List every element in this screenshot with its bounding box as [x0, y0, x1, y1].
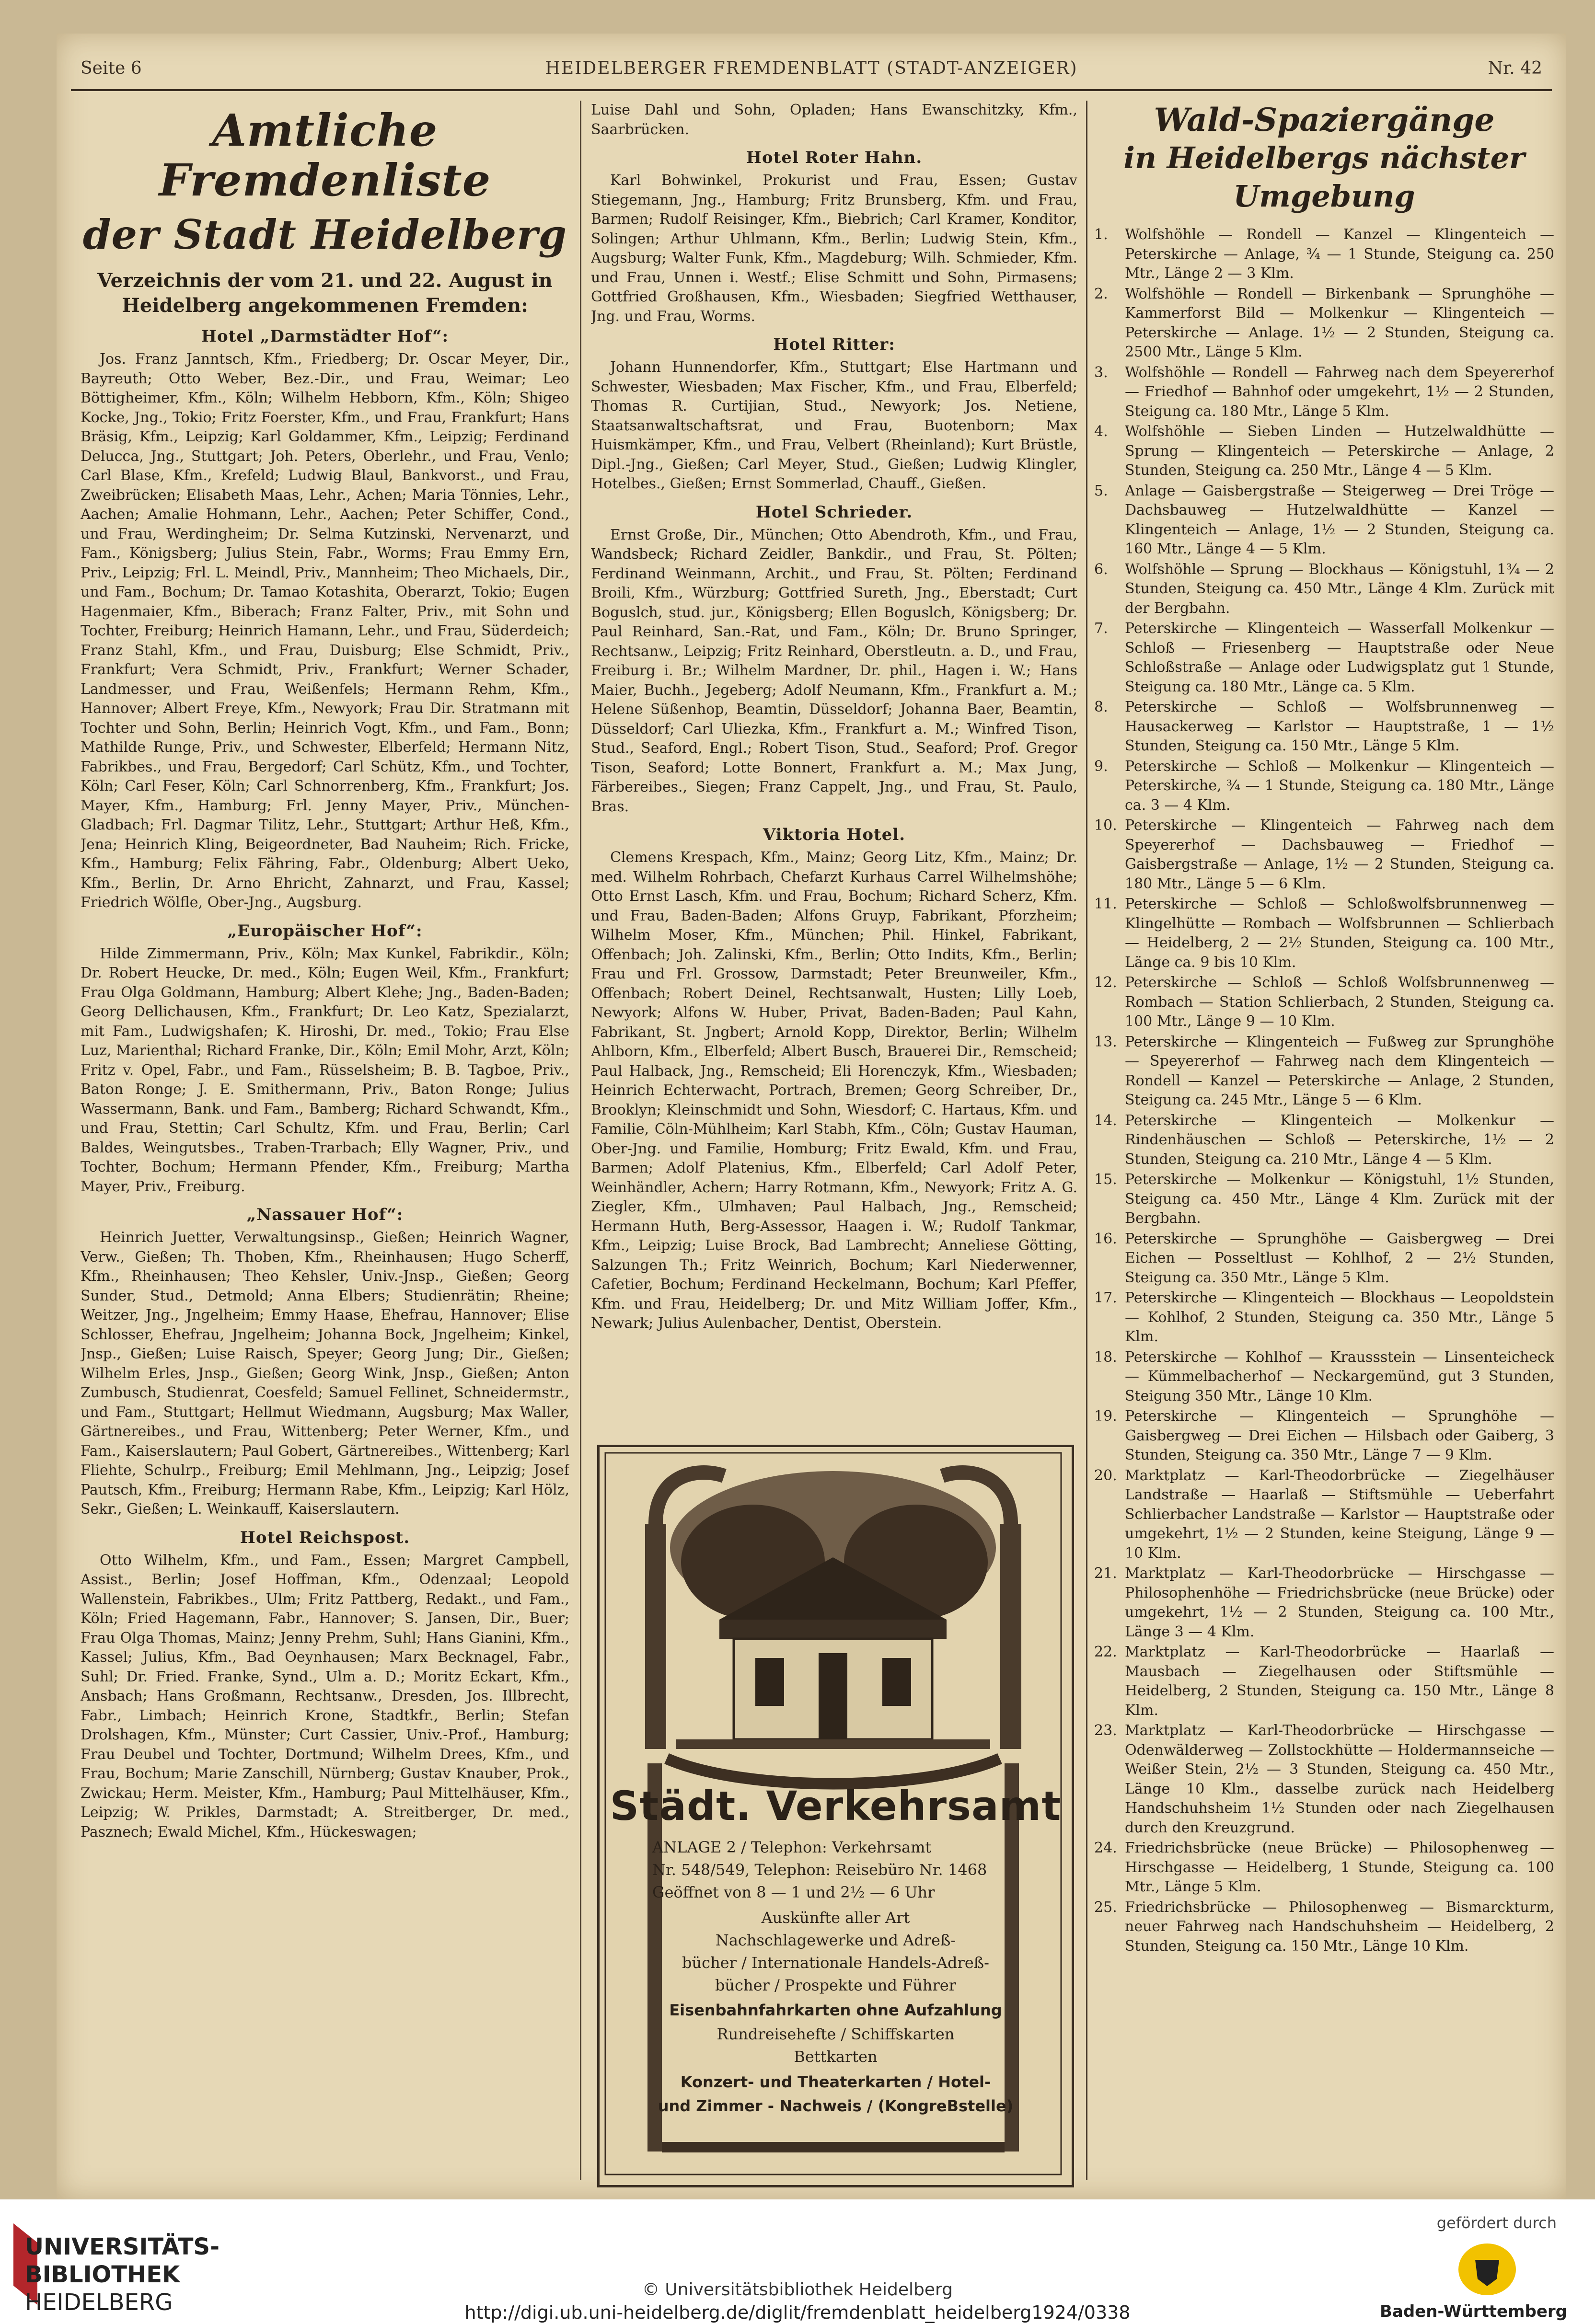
walk-number: 12. [1094, 974, 1117, 991]
walk-description: Peterskirche — Molkenkur — Königstuhl, 1½ Stunden, Steigung ca. 450 Mtr., Länge 4 Klm. Zurück mit der Bergbahn. [1125, 1171, 1554, 1227]
walk-description: Peterskirche — Sprunghöhe — Gaisbergweg — Drei Eichen — Posseltlust — Kohlhof, 2 — 2½ Stunden, Steigung ca. 350 Mtr., Länge 5 Klm. [1125, 1230, 1554, 1286]
newspaper-title: HEIDELBERGER FREMDENBLATT (STADT-ANZEIGER) [545, 58, 1078, 78]
header-rule [71, 89, 1552, 91]
ad-phone: Nr. 548/549, Telephon: Reisebüro Nr. 1468 [652, 1861, 987, 1879]
walk-description: Peterskirche — Klingenteich — Fußweg zur Sprunghöhe — Speyererhof — Fahrweg nach dem Klingenteich — Rondell — Kanzel — Peterskirche — Anlage, 2 Stunden, Steigung ca. 245 Mtr., Länge 5 — 6 Klm. [1125, 1033, 1554, 1108]
hotel-heading: „Nassauer Hof“: [246, 1205, 404, 1224]
walk-number: 8. [1094, 699, 1108, 715]
walk-description: Peterskirche — Schloß — Schloß Wolfsbrunnenweg — Rombach — Station Schlierbach, 2 Stunden, Steigung ca. 100 Mtr., Länge 9 — 10 Klm. [1125, 974, 1554, 1030]
ad-concert: Konzert- und Theaterkarten / Hotel- [680, 2073, 991, 2091]
walk-item [1094, 619, 1554, 697]
hotel-heading: „Europäischer Hof“: [227, 921, 423, 941]
logo-line: HEIDELBERG [25, 2289, 173, 2316]
ad-info: Rundreisehefte / Schiffskarten [717, 2025, 955, 2043]
ad-tickets: Eisenbahnfahrkarten ohne Aufzahlung [669, 2001, 1002, 2019]
walk-description: Peterskirche — Klingenteich — Fahrweg nach dem Speyererhof — Dachsbauweg — Friedhof — Gaisbergstraße — Anlage, 1½ — 2 Stunden, Steigung ca. 180 Mtr., Länge 5 — 6 Klm. [1125, 817, 1554, 892]
hotel-heading: Hotel Schrieder. [755, 502, 913, 522]
guest-paragraph: Karl Bohwinkel, Prokurist und Frau, Essen; Gustav Stiegemann, Jng., Hamburg; Fritz Brunsberg, Kfm. und Frau, Barmen; Rudolf Reisinger, Kfm., Biebrich; Carl Kramer, Konditor, Solingen; Arthur Uhlmann, Kfm., Berlin; Ludwig Stein, Kfm., Augsburg; Walter Funk, Kfm., Magdeburg; Wilh. Schmieder, Kfm. und Frau, Unnen i. Westf.; Elise Schmitt und Sohn, Pirmasens; Gottfried Großhausen, Kfm., Wiesbaden; Siegfried Wetthauser, Jng. und Frau, Worms. [591, 172, 1077, 325]
walk-description: Wolfshöhle — Sprung — Blockhaus — Königstuhl, 1¾ — 2 Stunden, Steigung ca. 450 Mtr., Länge 4 Klm. Zurück mit der Bergbahn. [1125, 561, 1554, 617]
walk-number: 1. [1094, 226, 1108, 243]
walk-description: Peterskirche — Schloß — Schloßwolfsbrunnenweg — Klingelhütte — Rombach — Wolfsbrunnen — Schlierbach — Heidelberg, 2 — 2½ Stunden, Steigung ca. 100 Mtr., Länge ca. 9 bis 10 Klm. [1125, 896, 1554, 971]
running-header [71, 58, 1552, 87]
guest-paragraph: Johann Hunnendorfer, Kfm., Stuttgart; Else Hartmann und Schwester, Wiesbaden; Max Fischer, Kfm., und Frau, Elberfeld; Thomas R. Curtijian, Stud., Newyork; Jos. Netiene, Staatsanwaltschaftsrat, und Frau, Buotenborn; Max Huismkämper, Kfm., und Frau, Velbert (Rheinland); Kurt Brüstle, Dipl.-Jng., Gießen; Carl Meyer, Stud., Gießen; Ludwig Klingler, Hotelbes., Gießen; Ernst Sommerlad, Chauff., Gießen. [591, 359, 1077, 492]
ad-address: ANLAGE 2 / Telephon: Verkehrsamt [652, 1838, 932, 1856]
library-footer [0, 2199, 1595, 2324]
walks-list [1094, 225, 1554, 1956]
coat-of-arms-icon [1456, 2241, 1518, 2298]
walk-number: 24. [1094, 1840, 1117, 1856]
walk-description: Peterskirche — Klingenteich — Blockhaus — Leopoldstein — Kohlhof, 2 Stunden, Steigung ca. 350 Mtr., Länge 5 Klm. [1125, 1289, 1554, 1345]
walk-description: Marktplatz — Karl-Theodorbrücke — Hirschgasse — Philosophenhöhe — Friedrichsbrücke (neue Brücke) oder umgekehrt, 1½ — 2 Stunden, Steigung ca. 100 Mtr., Länge 3 — 4 Klm. [1125, 1565, 1554, 1640]
walk-number: 17. [1094, 1289, 1117, 1306]
walk-description: Friedrichsbrücke — Philosophenweg — Bismarckturm, neuer Fahrweg nach Handschuhsheim — Heidelberg, 2 Stunden, Steigung ca. 150 Mtr., Länge 10 Klm. [1125, 1898, 1554, 1955]
walk-number: 4. [1094, 423, 1108, 440]
walk-description: Wolfshöhle — Sieben Linden — Hutzelwaldhütte — Sprung — Klingenteich — Peterskirche — Anlage, 2 Stunden, Steigung ca. 250 Mtr., Länge 4 — 5 Klm. [1125, 423, 1554, 479]
hotel-heading: Hotel „Darmstädter Hof“: [201, 327, 449, 346]
guest-list-column [81, 101, 569, 2185]
ad-info: bücher / Prospekte und Führer [715, 1976, 957, 1994]
guest-paragraph: Otto Wilhelm, Kfm., und Fam., Essen; Margret Campbell, Assist., Berlin; Josef Hoffman, Kfm., Odenzaal; Leopold Wallenstein, Fabrikbes., Ulm; Fritz Pattberg, Redakt., und Fam., Köln; Fried Hagemann, Fabr., Hannover; S. Jansen, Dir., Buer; Frau Olga Thomas, Mainz; Jenny Prehm, Suhl; Hans Gianini, Kfm., Kassel; Julius, Kfm., Bad Oeynhausen; Marx Becknagel, Fabr., Suhl; Dr. Fried. Franke, Synd., Ulm a. D.; Moritz Eckart, Kfm., Ansbach; Hans Großmann, Rechtsanw., Dresden, Jos. Illbrecht, Fabr., Limbach; Heinrich Krone, Stadtkfr., Berlin; Stefan Drolshagen, Kfm., Münster; Curt Cassier, Univ.-Prof., Hamburg; Frau Deubel und Tochter, Dortmund; Wilhelm Drees, Kfm., und Frau, Bochum; Marie Zanschill, Nürnberg; Gustav Knauber, Prok., Zwickau; Herm. Meister, Kfm., Hamburg; Paul Mittelhäuser, Kfm., Leipzig; W. Prikles, Darmstadt; A. Streitberger, Dr. med., Pasznech; Ewald Michel, Kfm., Hückeswagen; [81, 1552, 569, 1841]
hotel-heading: Viktoria Hotel. [763, 825, 906, 844]
guest-list-title-2: der Stadt Heidelberg [82, 211, 567, 258]
walk-description: Wolfshöhle — Rondell — Birkenbank — Sprunghöhe — Kammerforst Bild — Molkenkur — Klingenteich — Peterskirche — Anlage. 1½ — 2 Stunden, Steigung ca. 2500 Mtr., Länge 5 Klm. [1125, 285, 1554, 360]
walk-number: 11. [1094, 896, 1117, 912]
walks-title: Wald-Spaziergänge [1154, 101, 1495, 138]
walk-number: 5. [1094, 482, 1108, 499]
guest-paragraph: Luise Dahl und Sohn, Opladen; Hans Ewanschitzky, Kfm., Saarbrücken. [591, 102, 1077, 138]
guest-paragraph: Ernst Große, Dir., München; Otto Abendroth, Kfm., und Frau, Wandsbeck; Richard Zeidler, Bankdir., und Frau, St. Pölten; Ferdinand Weinmann, Archit., und Frau, St. Pölten; Ferdinand Broili, Kfm., Würzburg; Gottfried Sureth, Jng., Eberstadt; Curt Boguslch, stud. jur., Königsberg; Ellen Boguslch, Königsberg; Dr. Paul Reinhard, San.-Rat, und Fam., Köln; Dr. Bruno Springer, Rechtsanw., Leipzig; Fritz Reinhard, Oberstleutn. a. D., und Frau, Freiburg i. Br.; Wilhelm Mardner, Dr. phil., Hagen i. W.; Hans Maier, Buchh., Jegeberg; Adolf Neumann, Kfm., Frankfurt a. M.; Helene Süßenhop, Beamtin, Düsseldorf; Johanna Baer, Beamtin, Düsseldorf; Carl Uliezka, Kfm., Frankfurt a. M.; Winfred Tison, Stud., Seaford, Engl.; Robert Tison, Stud., Seaford; Prof. Gregor Tison, Seaford; Lotte Bonnert, Frankfurt a. M.; Max Jung, Färbereibes., Siegen; Franz Cappelt, Jng., und Frau, St. Paulo, Bras. [591, 526, 1077, 815]
guest-list-subtitle: Verzeichnis der vom 21. und 22. August in Heidelberg angekommenen Fremden: [97, 269, 553, 317]
walk-description: Marktplatz — Karl-Theodorbrücke — Hirschgasse — Odenwälderweg — Zollstockhütte — Holdermannseiche — Weißer Stein, 2½ — 3 Stunden, Steigung ca. 450 Mtr., Länge 10 Klm., dasselbe zurück nach Heidelberg Handschuhsheim 1½ Stunden oder nach Ziegelhausen durch den Kreuzgrund. [1125, 1722, 1554, 1836]
garland-swag [667, 1759, 1000, 1784]
walk-number: 23. [1094, 1722, 1117, 1739]
walk-item [1094, 1033, 1554, 1110]
ad-info: bücher / Internationale Handels-Adreß- [682, 1954, 989, 1972]
walk-item [1094, 482, 1554, 559]
walk-description: Wolfshöhle — Rondell — Fahrweg nach dem Speyererhof — Friedhof — Bahnhof oder umgekehrt, 1½ — 2 Stunden, Steigung ca. 180 Mtr., Länge 5 Klm. [1125, 364, 1554, 420]
guest-paragraph: Jos. Franz Janntsch, Kfm., Friedberg; Dr. Oscar Meyer, Dir., Bayreuth; Otto Weber, Bez.-Dir., und Frau, Weimar; Leo Böttigheimer, Kfm., Köln; Wilhelm Hebborn, Kfm., Köln; Shigeo Kocke, Jng., Tokio; Fritz Foerster, Kfm., und Frau, Frankfurt; Hans Bräsig, Kfm., Leipzig; Karl Goldammer, Kfm., Leipzig; Ferdinand Delucca, Jng., Stuttgart; Joh. Peters, Oberlehr., und Frau, Venlo; Carl Blase, Kfm., Krefeld; Ludwig Blaul, Bankvorst., und Frau, Zweibrücken; Elisabeth Maas, Lehr., Achen; Maria Tönnies, Lehr., Aachen; Amalie Hohmann, Lehr., Aachen; Peter Schiffer, Cond., und Frau, Werdingheim; Dr. Selma Kutzinski, Nervenarzt, und Fam., Königsberg; Julius Stein, Fabr., Worms; Frau Emmy Ern, Priv., Leipzig; Frl. L. Meindl, Priv., Mannheim; Theo Michaels, Dir., und Fam., Bochum; Dr. Tamao Kotashita, Oberarzt, Tokio; Eugen Hagenmaier, Kfm., Biberach; Franz Falter, Priv., mit Sohn und Tochter, Freiburg; Heinrich Hamann, Lehr., und Frau, Süderdeich; Franz Stahl, Kfm., und Frau, Duisburg; Else Schmidt, Priv., Frankfurt; Vera Schmidt, Priv., Frankfurt; Werner Schader, Landmesser, und Frau, Weißenfels; Hermann Rehm, Kfm., Hannover; Albert Freye, Kfm., Newyork; Frau Dir. Stratmann mit Tochter und Sohn, Berlin; Heinrich Vogt, Kfm., und Fam., Bonn; Mathilde Runge, Priv., und Schwester, Elberfeld; Hermann Nitz, Fabrikbes., und Frau, Bergedorf; Carl Schütz, Kfm., und Tochter, Köln; Carl Feser, Köln; Carl Schnorrenberg, Kfm., Frankfurt; Jos. Mayer, Kfm., Hamburg; Frl. Jenny Mayer, Priv., München-Gladbach; Frl. Dagmar Tilitz, Lehr., Stuttgart; Arthur Heß, Kfm., Jena; Heinrich Kling, Beigeordneter, Bad Nauheim; Rich. Fricke, Kfm., Hamburg; Felix Fähring, Fabr., Oldenburg; Albert Ueko, Kfm., Berlin, Dr. Arno Ehricht, Zahnarzt, und Frau, Kassel; Friedrich Wölfle, Ober-Jng., Augsburg. [81, 351, 569, 911]
walk-description: Peterskirche — Kohlhof — Kraussstein — Linsenteicheck — Kümmelbacherhof — Neckargemünd, gut 3 Stunden, Steigung 350 Mtr., Länge 10 Klm. [1125, 1348, 1554, 1404]
ad-rooms: und Zimmer - Nachweis / (KongreBstelle) [658, 2097, 1014, 2115]
walk-item [1094, 973, 1554, 1032]
walk-item [1094, 1643, 1554, 1720]
walk-description: Wolfshöhle — Rondell — Kanzel — Klingenteich — Peterskirche — Anlage, ¾ — 1 Stunde, Steigung ca. 250 Mtr., Länge 2 — 3 Klm. [1125, 226, 1554, 282]
walk-number: 16. [1094, 1230, 1117, 1247]
walk-number: 2. [1094, 285, 1108, 302]
hotel-heading: Hotel Reichspost. [240, 1528, 410, 1547]
walk-number: 6. [1094, 561, 1108, 578]
sponsor-name: Baden-Württemberg [1379, 2302, 1567, 2321]
walk-item [1094, 1289, 1554, 1347]
walk-item [1094, 757, 1554, 816]
walk-number: 14. [1094, 1112, 1117, 1129]
walk-description: Peterskirche — Klingenteich — Molkenkur — Rindenhäuschen — Schloß — Peterskirche, 1½ — 2 Stunden, Steigung ca. 210 Mtr., Länge 4 — 5 Klm. [1125, 1112, 1554, 1168]
walk-item [1094, 1564, 1554, 1642]
walk-item [1094, 1348, 1554, 1406]
verkehrsamt-advertisement [597, 1445, 1074, 2187]
walk-number: 20. [1094, 1467, 1117, 1484]
left-garland-column [645, 1524, 666, 1749]
walks-column [1094, 101, 1554, 2185]
walk-number: 13. [1094, 1033, 1117, 1050]
walk-number: 22. [1094, 1644, 1117, 1660]
walk-item [1094, 816, 1554, 894]
walk-item [1094, 1407, 1554, 1465]
newspaper-page [57, 34, 1566, 2199]
column-divider [1086, 101, 1087, 2180]
column-divider [580, 101, 581, 2180]
walk-description: Marktplatz — Karl-Theodorbrücke — Ziegelhäuser Landstraße — Haarlaß — Stiftsmühle — Ueberfahrt Schlierbacher Landstraße — Karlstor — Hauptstraße oder umgekehrt, 1½ — 2 Stunden, keine Steigung, Länge 9 — 10 Klm. [1125, 1467, 1554, 1562]
walk-item [1094, 698, 1554, 756]
walk-item [1094, 560, 1554, 619]
walk-number: 3. [1094, 364, 1108, 381]
walk-description: Peterskirche — Schloß — Wolfsbrunnenweg — Hausackerweg — Karlstor — Hauptstraße, 1 — 1½ Stunden, Steigung ca. 150 Mtr., Länge 5 Klm. [1125, 699, 1554, 754]
right-garland-column [1000, 1524, 1021, 1749]
logo-line: BIBLIOTHEK [25, 2261, 180, 2288]
source-url-link[interactable]: http://digi.ub.uni-heidelberg.de/diglit/fremdenblatt_heidelberg1924/0338 [464, 2302, 1131, 2323]
walk-number: 19. [1094, 1408, 1117, 1425]
guest-paragraph: Heinrich Juetter, Verwaltungsinsp., Gießen; Heinrich Wagner, Verw., Gießen; Th. Thoben, Kfm., Rheinhausen; Hugo Scherff, Kfm., Rheinhausen; Theo Kehsler, Univ.-Jnsp., Gießen; Georg Sunder, Stud., Detmold; Anna Elbers; Studienrätin; Rheine; Weitzer, Jng., Jngelheim; Emmy Haase, Ehefrau, Hannover; Elise Schlosser, Ehefrau, Jngelheim; Johanna Bock, Jngelheim; Kinkel, Jnsp., Gießen; Luise Raisch, Speyer; Georg Jung; Dir., Gießen; Wilhelm Erles, Jnsp., Gießen; Georg Wink, Jnsp., Gießen; Anton Zumbusch, Studienrat, Coesfeld; Samuel Fellinet, Schneidermstr., und Fam., Stuttgart; Hellmut Wiedmann, Augsburg; Max Waller, Gärtnereibes., und Frau, Wittenberg; Peter Werner, Kfm., und Fam., Kaiserslautern; Paul Gobert, Gärtnereibes., Wittenberg; Karl Fliehte, Schulrp., Freiburg; Emil Mehlmann, Jng., Leipzig; Josef Pautsch, Kfm., Freiburg; Hermann Rabe, Kfm., Leipzig; Karl Hölz, Sekr., Gießen; L. Weinkauff, Kaiserslautern. [81, 1229, 569, 1518]
ad-info: Auskünfte aller Art [761, 1909, 910, 1927]
walk-number: 18. [1094, 1348, 1117, 1366]
walk-item [1094, 285, 1554, 362]
walk-number: 10. [1094, 817, 1117, 834]
walk-number: 15. [1094, 1171, 1117, 1188]
walk-item [1094, 1230, 1554, 1288]
walk-item [1094, 1839, 1554, 1897]
walk-item [1094, 225, 1554, 284]
issue-number: Nr. 42 [1488, 58, 1542, 78]
walk-item [1094, 1466, 1554, 1564]
walk-description: Anlage — Gaisbergstraße — Steigerweg — Drei Tröge — Dachsbauweg — Hutzelwaldhütte — Kanzel — Klingenteich — Anlage, 1½ — 2 Stunden, Steigung ca. 160 Mtr., Länge 4 — 5 Klm. [1125, 482, 1554, 557]
walk-description: Peterskirche — Klingenteich — Wasserfall Molkenkur — Schloß — Friesenberg — Hauptstraße oder Neue Schloßstraße — Anlage oder Ludwigsplatz gut 1 Stunde, Steigung ca. 180 Mtr., Länge ca. 5 Klm. [1125, 620, 1554, 695]
walk-item [1094, 895, 1554, 972]
walk-description: Friedrichsbrücke (neue Brücke) — Philosophenweg — Hirschgasse — Heidelberg, 1 Stunde, Steigung ca. 100 Mtr., Länge 5 Klm. [1125, 1840, 1554, 1895]
walk-number: 9. [1094, 758, 1108, 775]
walks-subtitle: in Heidelbergs nächster Umgebung [1123, 140, 1525, 214]
walk-number: 25. [1094, 1898, 1117, 1916]
walk-description: Peterskirche — Klingenteich — Sprunghöhe — Gaisbergweg — Drei Eichen — Hilsbach oder Gaiberg, 3 Stunden, Steigung ca. 350 Mtr., Länge 7 — 9 Klm. [1125, 1408, 1554, 1463]
guest-paragraph: Clemens Krespach, Kfm., Mainz; Georg Litz, Kfm., Mainz; Dr. med. Wilhelm Rohrbach, Chefarzt Kurhaus Carrel Wilhelmshöhe; Otto Ernst Lasch, Kfm. und Frau, Bochum; Richard Scherz, Kfm. und Frau, Baden-Baden; Alfons Gruyp, Fabrikant, Pforzheim; Wilhelm Moser, Kfm., München; Phil. Hinkel, Fabrikant, Offenbach; Joh. Zalinski, Kfm., Berlin; Otto Indits, Kfm., Berlin; Frau und Frl. Grossow, Darmstadt; Peter Breunweiler, Kfm., Offenbach; Robert Deinel, Rechtsanwalt, Husten; Lilly Loeb, Newyork; Alfons W. Huber, Privat, Baden-Baden; Paul Kahn, Fabrikant, St. Jngbert; Arnold Kopp, Direktor, Berlin; Wilhelm Ahlborn, Kfm., Elberfeld; Albert Busch, Brauerei Dir., Remscheid; Paul Halback, Jng., Remscheid; Eli Horenczyk, Kfm., Wiesbaden; Heinrich Echterwacht, Portrach, Bremen; Georg Schreiber, Dr., Brooklyn; Kleinschmidt und Sohn, Wiesdorf; C. Hartaus, Kfm. und Familie, Cöln-Mühlheim; Karl Stabh, Kfm., Cöln; Gustav Hauman, Ober-Jng. und Familie, Homburg; Fritz Ewald, Kfm. und Frau, Barmen; Adolf Platenius, Kfm., Elberfeld; Carl Adolf Peter, Weinhändler, Achern; Harry Rotmann, Kfm., Newyork; Fritz A. G. Ziegler, Kfm., Ulmhaven; Paul Halbach, Jng., Remscheid; Hermann Huth, Berg-Assessor, Haagen i. W.; Rudolf Tankmar, Kfm., Leipzig; Luise Brock, Bad Lambrecht; Anneliese Götting, Salzungen Th.; Fritz Weinrich, Bochum; Karl Niederwenner, Cafetier, Bochum; Ferdinand Heckelmann, Bochum; Karl Pfeffer, Kfm. und Frau, Heidelberg; Dr. und Mitz William Joffer, Kfm., Newark; Julius Aulenbacher, Dentist, Oberstein. [591, 849, 1077, 1332]
funded-by-label: gefördert durch [1436, 2214, 1557, 2232]
ad-info: Nachschlagewerke und Adreß- [715, 1931, 956, 1949]
walk-item [1094, 422, 1554, 481]
ad-hours: Geöffnet von 8 — 1 und 2½ — 6 Uhr [652, 1883, 935, 1901]
walk-description: Peterskirche — Schloß — Molkenkur — Klingenteich — Peterskirche, ¾ — 1 Stunde, Steigung ca. 180 Mtr., Länge ca. 3 — 4 Klm. [1125, 758, 1554, 814]
ad-info: Bettkarten [794, 2048, 878, 2066]
copyright-text: © Universitätsbibliothek Heidelberg [642, 2280, 953, 2300]
verkehrsamt-title: Städt. Verkehrsamt [610, 1783, 1062, 1829]
walk-item [1094, 1111, 1554, 1170]
logo-line: UNIVERSITÄTS- [25, 2233, 220, 2260]
walk-item [1094, 363, 1554, 422]
hotel-heading: Hotel Ritter: [773, 335, 895, 354]
page-number: Seite 6 [81, 58, 142, 78]
walk-number: 7. [1094, 620, 1108, 637]
walk-item [1094, 1898, 1554, 1956]
guest-paragraph: Hilde Zimmermann, Priv., Köln; Max Kunkel, Fabrikdir., Köln; Dr. Robert Heucke, Dr. med., Köln; Eugen Weil, Kfm., Frankfurt; Frau Olga Goldmann, Hamburg; Albert Klehe; Jng., Baden-Baden; Georg Dellichausen, Kfm., Frankfurt; Dr. Leo Katz, Spezialarzt, mit Fam., Ludwigshafen; K. Hiroshi, Dr. med., Tokio; Frau Else Luz, Marienthal; Richard Franke, Dir., Köln; Emil Mohr, Arzt, Köln; Fritz v. Opel, Fabr., und Fam., Rüsselsheim; B. B. Tagboe, Priv., Baton Ronge; J. E. Smithermann, Priv., Baton Ronge; Julius Wassermann, Bank. und Fam., Bamberg; Richard Schwandt, Kfm., und Frau, Stettin; Carl Schultz, Kfm. und Frau, Berlin; Carl Baldes, Weingutsbes., Traben-Trarbach; Elly Wagner, Priv., und Tochter, Bochum; Hermann Pfender, Kfm., Freiburg; Martha Mayer, Priv., Freiburg. [81, 945, 569, 1195]
walk-description: Marktplatz — Karl-Theodorbrücke — Haarlaß — Mausbach — Ziegelhausen oder Stiftsmühle — Heidelberg, 2 Stunden, Steigung ca. 150 Mtr., Länge 8 Klm. [1125, 1644, 1554, 1719]
guest-list-title: Amtliche Fremdenliste [159, 104, 491, 206]
walk-item [1094, 1721, 1554, 1838]
walk-number: 21. [1094, 1565, 1117, 1582]
walk-item [1094, 1170, 1554, 1229]
hotel-heading: Hotel Roter Hahn. [746, 148, 923, 167]
